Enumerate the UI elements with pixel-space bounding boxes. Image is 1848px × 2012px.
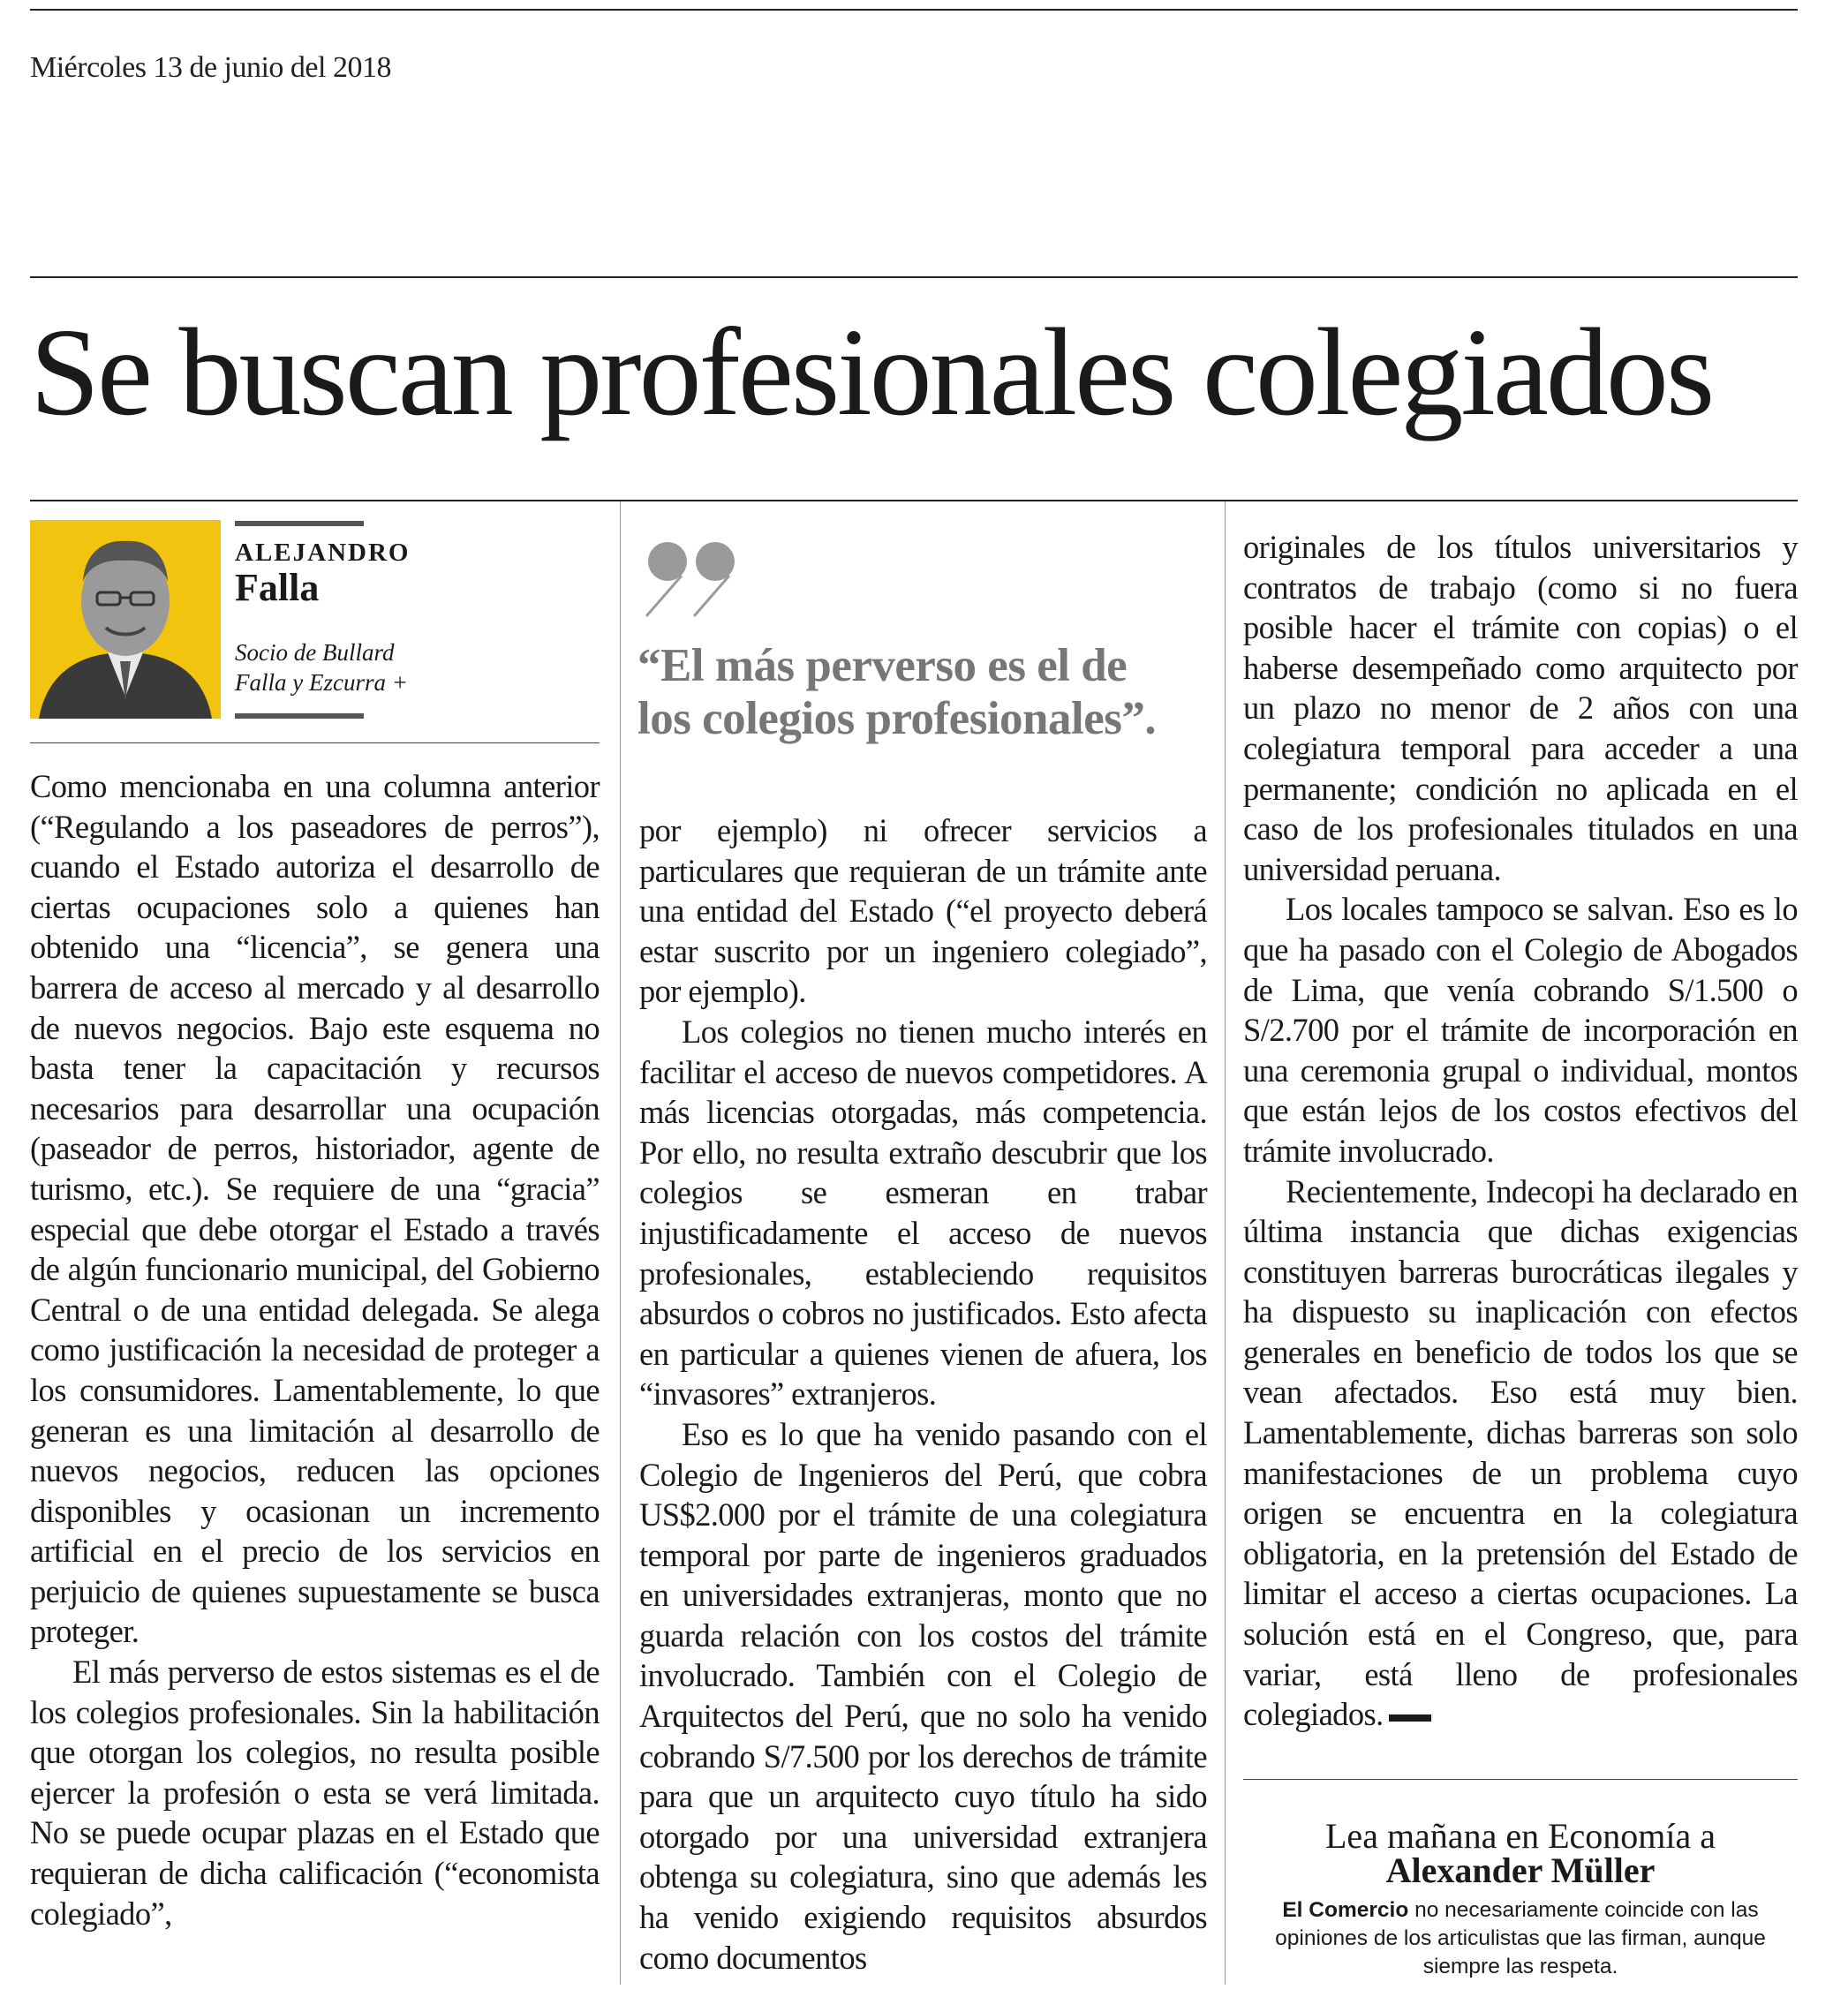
author-last-name: Falla (235, 566, 320, 609)
author-portrait-icon (30, 520, 221, 719)
author-box-rule (30, 742, 600, 743)
paragraph: Los colegios no tienen mucho interés en facilitar el acceso de nuevos competidores. A más licencias otorgadas, más competencia. Por ello, no resulta extraño descubrir que los colegios se esmeran en trabar injustificadamente el acceso de nuevos profesionales, estableciendo requisitos absurdos o cobros no justificados. Esto afecta en particular a quienes vienen de afuera, los “invasores” extranjeros. (639, 1013, 1207, 1413)
promo-rule (1243, 1779, 1798, 1780)
publication-date: Miércoles 13 de junio del 2018 (30, 51, 391, 84)
author-bottom-rule (235, 713, 364, 719)
top-rule (30, 9, 1798, 11)
end-mark-icon (1389, 1714, 1431, 1722)
author-role (235, 637, 408, 697)
headline-bottom-rule (30, 500, 1798, 501)
paragraph: Los locales tampoco se salvan. Eso es lo que ha pasado con el Colegio de Abogados de Lima, que venía cobrando S/1.500 o S/2.700 por el trámite de incorporación en una ceremonia grupal o individual, montos que están lejos de los costos efectivos del trámite involucrado. (1243, 891, 1798, 1169)
headline: Se buscan profesionales colegiados (30, 302, 1713, 441)
author-first-name: ALEJANDRO (235, 539, 411, 567)
paragraph: Como mencionaba en una columna anterior (“Regulando a los paseadores de perros”), cuando el Estado autoriza el desarrollo de ciertas ocupaciones solo a quienes han obtenido una “licencia”, se genera una barrera de acceso al mercado y al desarrollo de nuevos negocios. Bajo este esquema no basta tener la capacitación y recursos necesarios para desarrollar una ocupación (paseador de perros, historiador, agente de turismo, etc.). Se requiere de una “gracia” especial que debe otorgar el Estado a través de algún funcionario municipal, del Gobierno Central o de una entidad delegada. Se alega como justificación la necesidad de proteger a los consumidores. Lamentablemente, lo que generan es una limitación al desarrollo de nuevos negocios, reducen las opciones disponibles y ocasionan un incremento artificial en el precio de los servicios en perjuicio de quienes supuestamente se busca proteger. (30, 768, 600, 1650)
paragraph (1243, 1172, 1798, 1735)
paragraph: por ejemplo) ni ofrecer servicios a particulares que requieran de un trámite ante una entidad del Estado (“el proyecto deberá estar suscrito por un ingeniero colegiado”, por ejemplo). (639, 812, 1207, 1010)
promo-author: Alexander Müller (1385, 1850, 1656, 1890)
pull-quote: “El más perverso es el de los colegios profesionales”. (637, 640, 1157, 744)
disclaimer (1243, 1896, 1798, 1981)
author-role-line2: Falla y Ezcurra + (235, 669, 408, 696)
quote-mark-icon (643, 537, 740, 625)
article-column-2 (639, 810, 1207, 1978)
headline-top-rule (30, 276, 1798, 278)
author-role-line1: Socio de Bullard (235, 639, 395, 666)
column-divider-1 (620, 501, 621, 1985)
disclaimer-text: no necesariamente coincide con las opiniones de los articulistas que las firman, aunque siempre las respeta. (1275, 1898, 1766, 1978)
disclaimer-brand: El Comercio (1282, 1898, 1409, 1922)
article-column-3 (1243, 527, 1798, 1735)
author-photo (30, 520, 221, 719)
promo-line: Lea mañana en Economía a (1325, 1816, 1716, 1856)
article-column-1 (30, 766, 600, 1933)
paragraph: El más perverso de estos sistemas es el de los colegios profesionales. Sin la habilitación que otorgan los colegios, no resulta posible ejercer la profesión o esta se verá limitada. No se puede ocupar plazas en el Estado que requieran de dicha calificación (“economista colegiado”, (30, 1654, 600, 1932)
paragraph: originales de los títulos universitarios y contratos de trabajo (como si no fuera posible hacer el trámite con copias) o el haberse desempeñado como arquitecto por un plazo no menor de 2 años con una colegiatura temporal para acceder a una permanente; condición no aplicada en el caso de los profesionales titulados en una universidad peruana. (1243, 529, 1798, 887)
author-top-rule (235, 521, 364, 526)
column-divider-2 (1225, 501, 1226, 1985)
paragraph-text: Recientemente, Indecopi ha declarado en última instancia que dichas exigencias constituyen barreras burocráticas ilegales y ha dispuesto su inaplicación con efectos generales en beneficio de todos los que se vean afectados. Eso está muy bien. Lamentablemente, dichas barreras son solo manifestaciones de un problema cuyo origen se encuentra en la colegiatura obligatoria, en la pretensión del Estado de limitar el acceso a ciertas ocupaciones. La solución está en el Congreso, que, para variar, está lleno de profesionales colegiados. (1243, 1172, 1798, 1733)
paragraph: Eso es lo que ha venido pasando con el Colegio de Ingenieros del Perú, que cobra US$2.000 por el trámite de una colegiatura temporal por parte de ingenieros graduados en universidades extranjeras, monto que no guarda relación con los costos del trámite involucrado. También con el Colegio de Arquitectos del Perú, que no solo ha venido cobrando S/7.500 por los derechos de trámite para que un arquitecto cuyo título ha sido otorgado por una universidad extranjera obtenga su colegiatura, sino que además les ha venido exigiendo requisitos absurdos como documentos (639, 1415, 1207, 1976)
